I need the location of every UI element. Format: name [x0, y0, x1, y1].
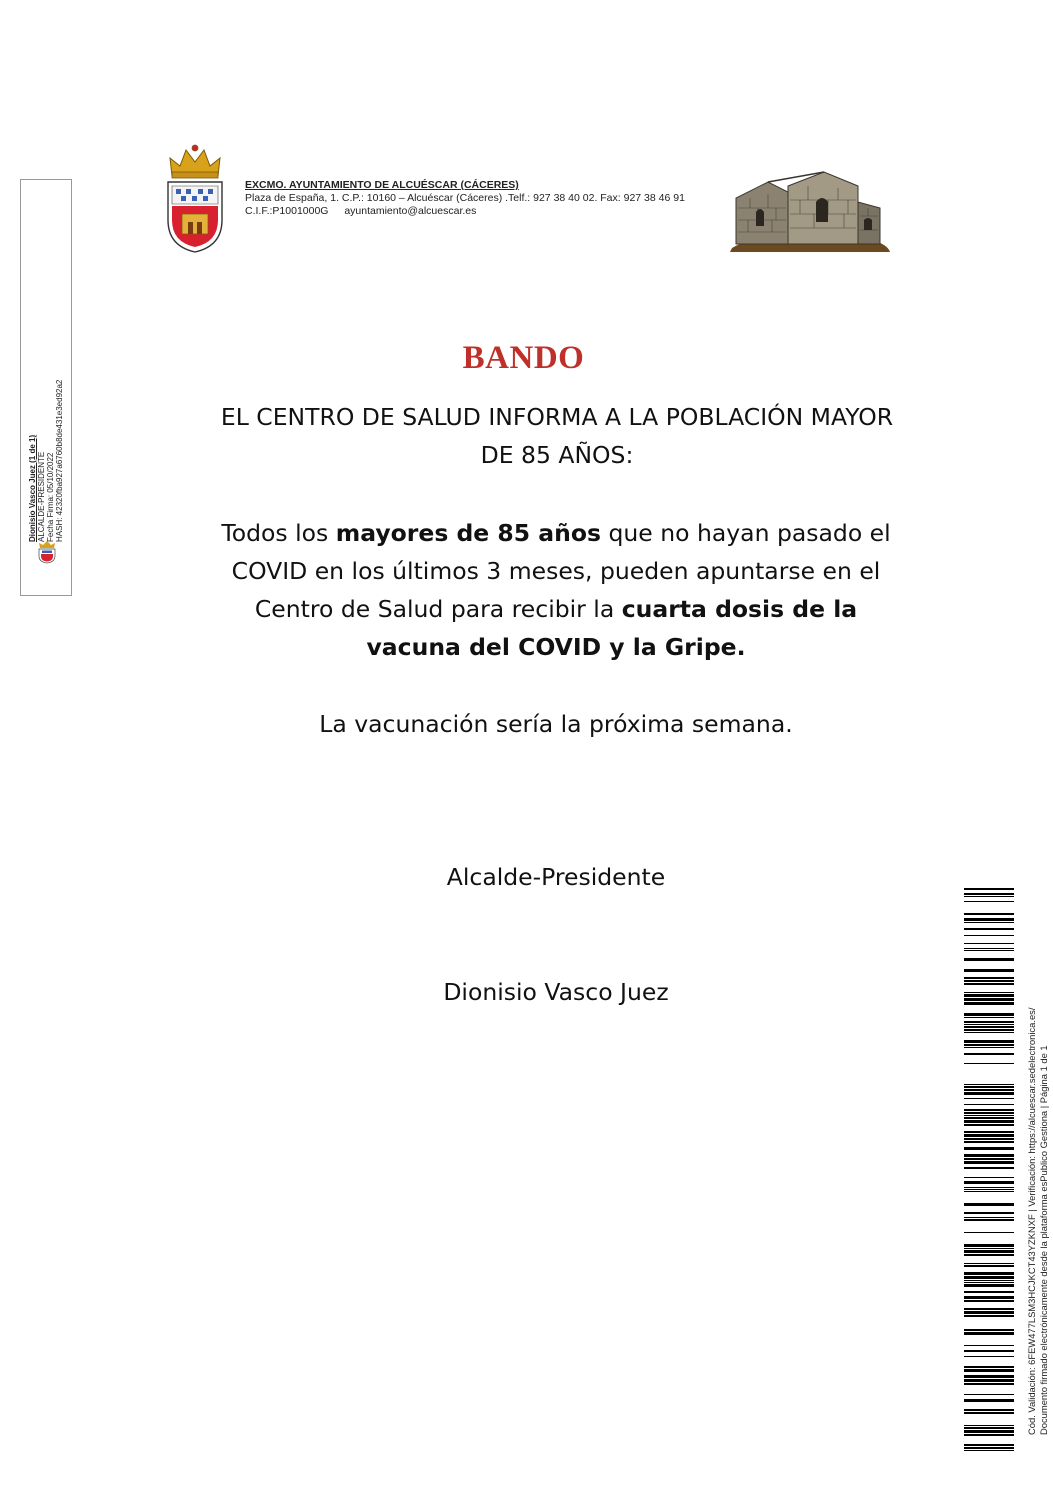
barcode-bar: [964, 1141, 1014, 1143]
barcode-bar: [964, 1203, 1014, 1206]
barcode-bar: [964, 1345, 1014, 1346]
barcode-bar: [964, 1263, 1014, 1264]
barcode-bar: [964, 1276, 1014, 1279]
barcode-bar: [964, 1117, 1014, 1119]
barcode-bar: [964, 1138, 1014, 1140]
barcode-bar: [964, 1250, 1014, 1253]
verification-line-2: Documento firmado electrónicamente desde la plataforma esPublico Gestiona | Página 1 de 1: [1038, 1045, 1049, 1435]
barcode-bar: [964, 1232, 1014, 1233]
paragraph-bold-age: mayores de 85 años: [335, 519, 602, 547]
barcode-bar: [964, 1013, 1014, 1016]
intro-line-1: EL CENTRO DE SALUD INFORMA A LA POBLACIÓN MAYOR: [220, 403, 894, 431]
barcode-bar: [964, 928, 1014, 930]
barcode-bar: [964, 994, 1014, 997]
barcode-bar: [964, 1084, 1014, 1085]
barcode-bar: [964, 1300, 1014, 1302]
barcode-bar: [964, 1147, 1014, 1150]
barcode-bar: [964, 1189, 1014, 1190]
barcode-bar: [964, 1291, 1014, 1293]
barcode-bar: [964, 901, 1014, 902]
barcode-bar: [964, 1089, 1014, 1091]
barcode-bar: [964, 983, 1014, 985]
barcode-bar: [964, 1002, 1014, 1005]
barcode-bar: [964, 1109, 1014, 1111]
barcode-bar: [964, 1394, 1014, 1395]
barcode-bar: [964, 896, 1014, 897]
barcode-bar: [964, 1425, 1014, 1426]
barcode-bar: [964, 1383, 1014, 1385]
barcode-bar: [964, 1244, 1014, 1247]
signature-signer: Dionisio Vasco Juez (1 de 1): [28, 434, 37, 542]
barcode-bar: [964, 969, 1014, 972]
barcode-bar: [964, 1444, 1014, 1446]
barcode-bar: [964, 1191, 1014, 1192]
barcode-bar: [964, 1447, 1014, 1449]
barcode-bar: [964, 1044, 1014, 1046]
barcode-bar: [964, 1032, 1014, 1033]
signature-role: ALCALDE-PRESIDENTE: [37, 451, 46, 542]
vaccination-date-notice: La vacunación sería la próxima semana.: [319, 710, 793, 738]
barcode-bar: [964, 1284, 1014, 1287]
barcode-bar: [964, 1024, 1014, 1025]
verification-text: [1026, 875, 1050, 1435]
barcode-bar: [964, 888, 1014, 890]
barcode-bar: [964, 1254, 1014, 1256]
barcode-bar: [964, 1212, 1014, 1214]
barcode-bar: [964, 1409, 1014, 1411]
barcode-bar: [964, 1369, 1014, 1372]
barcode-bar: [964, 1427, 1014, 1429]
municipality-address: Plaza de España, 1. C.P.: 10160 – Alcuéscar (Cáceres) .Telf.: 927 38 40 02. Fax: 927 38 46 91: [245, 192, 685, 204]
barcode-bar: [964, 1450, 1014, 1451]
barcode-bar: [964, 1134, 1014, 1137]
barcode-bar: [964, 1124, 1014, 1126]
announcement-paragraph: [205, 514, 907, 666]
barcode-bar: [964, 948, 1014, 949]
signatory-role: Alcalde-Presidente: [446, 863, 666, 891]
barcode-bar: [964, 958, 1014, 961]
barcode-bar: [964, 1434, 1014, 1436]
barcode-bar: [964, 1248, 1014, 1249]
barcode-bar: [964, 1112, 1014, 1114]
barcode-bar: [964, 1086, 1014, 1088]
barcode-bar: [964, 1308, 1014, 1310]
barcode-bar: [964, 935, 1014, 936]
barcode-bar: [964, 992, 1014, 993]
barcode-bar: [964, 1272, 1014, 1275]
barcode-bar: [964, 1161, 1014, 1164]
barcode-bar: [964, 1158, 1014, 1160]
small-coat-of-arms-icon: [37, 540, 57, 564]
barcode-bar: [964, 977, 1014, 979]
barcode-bar: [964, 1177, 1014, 1178]
barcode-bar: [964, 1332, 1014, 1335]
municipality-cif: C.I.F.:P1001000G: [245, 205, 329, 217]
barcode-bar: [964, 1412, 1014, 1414]
barcode-bar: [964, 1115, 1014, 1116]
validation-barcode: [964, 888, 1014, 1454]
barcode-bar: [964, 1154, 1014, 1157]
municipality-name: EXCMO. AYUNTAMIENTO DE ALCUÉSCAR (CÁCERES): [245, 179, 519, 191]
municipal-header: [245, 179, 685, 218]
barcode-bar: [964, 1311, 1014, 1314]
paragraph-text-2: que no hayan pasado el COVID en los últimos 3 meses, pueden apuntarse en el Centro de Salud para recibir la: [231, 519, 891, 623]
barcode-bar: [964, 1379, 1014, 1382]
barcode-bar: [964, 1329, 1014, 1331]
barcode-bar: [964, 1280, 1014, 1281]
barcode-bar: [964, 1040, 1014, 1043]
barcode-bar: [964, 918, 1014, 921]
intro-line-2: DE 85 AÑOS:: [480, 441, 634, 469]
barcode-bar: [964, 1131, 1014, 1133]
barcode-bar: [964, 1366, 1014, 1368]
barcode-bar: [964, 1017, 1014, 1018]
barcode-bar: [964, 1047, 1014, 1048]
municipal-coat-of-arms-logo: [162, 142, 228, 254]
barcode-bar: [964, 1315, 1014, 1317]
barcode-bar: [964, 1021, 1014, 1023]
barcode-bar: [964, 1296, 1014, 1299]
church-illustration: [728, 164, 892, 254]
municipality-id-line: [245, 205, 685, 218]
barcode-bar: [964, 922, 1014, 923]
barcode-bar: [964, 1187, 1014, 1188]
verification-line-1: Cód. Validación: 6FEW477LSM3HCJKCT43YZKNXF | Verificación: https://alcuescar.sedelectronica.es/: [1026, 1007, 1037, 1435]
barcode-bar: [964, 1092, 1014, 1095]
barcode-bar: [964, 1167, 1014, 1169]
paragraph-bold-vaccine: cuarta dosis de la vacuna del COVID y la Gripe.: [366, 595, 858, 661]
barcode-bar: [964, 943, 1014, 944]
paragraph-text-1: Todos los: [221, 519, 336, 547]
barcode-bar: [964, 1217, 1014, 1218]
barcode-bar: [964, 1063, 1014, 1064]
municipality-email: ayuntamiento@alcuescar.es: [344, 205, 477, 217]
signatory-name: Dionisio Vasco Juez: [443, 978, 669, 1006]
barcode-bar: [964, 1282, 1014, 1283]
barcode-bar: [964, 1104, 1014, 1105]
barcode-bar: [964, 1219, 1014, 1221]
barcode-bar: [964, 1375, 1014, 1378]
document-title: BANDO: [462, 340, 585, 376]
electronic-signature-strip: [20, 179, 72, 596]
signature-details: [28, 242, 64, 542]
barcode-bar: [964, 1120, 1014, 1123]
signature-date: Fecha Firma: 05/10/2022: [46, 452, 55, 542]
barcode-bar: [964, 1053, 1014, 1055]
barcode-bar: [964, 1399, 1014, 1402]
announcement-intro: [195, 398, 919, 474]
barcode-bar: [964, 1265, 1014, 1267]
barcode-bar: [964, 1181, 1014, 1184]
barcode-bar: [964, 1350, 1014, 1352]
barcode-bar: [964, 1356, 1014, 1357]
barcode-bar: [964, 1098, 1014, 1099]
barcode-bar: [964, 1026, 1014, 1028]
barcode-bar: [964, 980, 1014, 982]
barcode-bar: [964, 893, 1014, 895]
barcode-bar: [964, 1029, 1014, 1031]
barcode-bar: [964, 998, 1014, 1001]
barcode-bar: [964, 950, 1014, 951]
barcode-bar: [964, 913, 1014, 915]
barcode-bar: [964, 1430, 1014, 1433]
signature-hash: HASH: 42320fba927a6760b8de431e3ed92a2: [55, 379, 64, 542]
